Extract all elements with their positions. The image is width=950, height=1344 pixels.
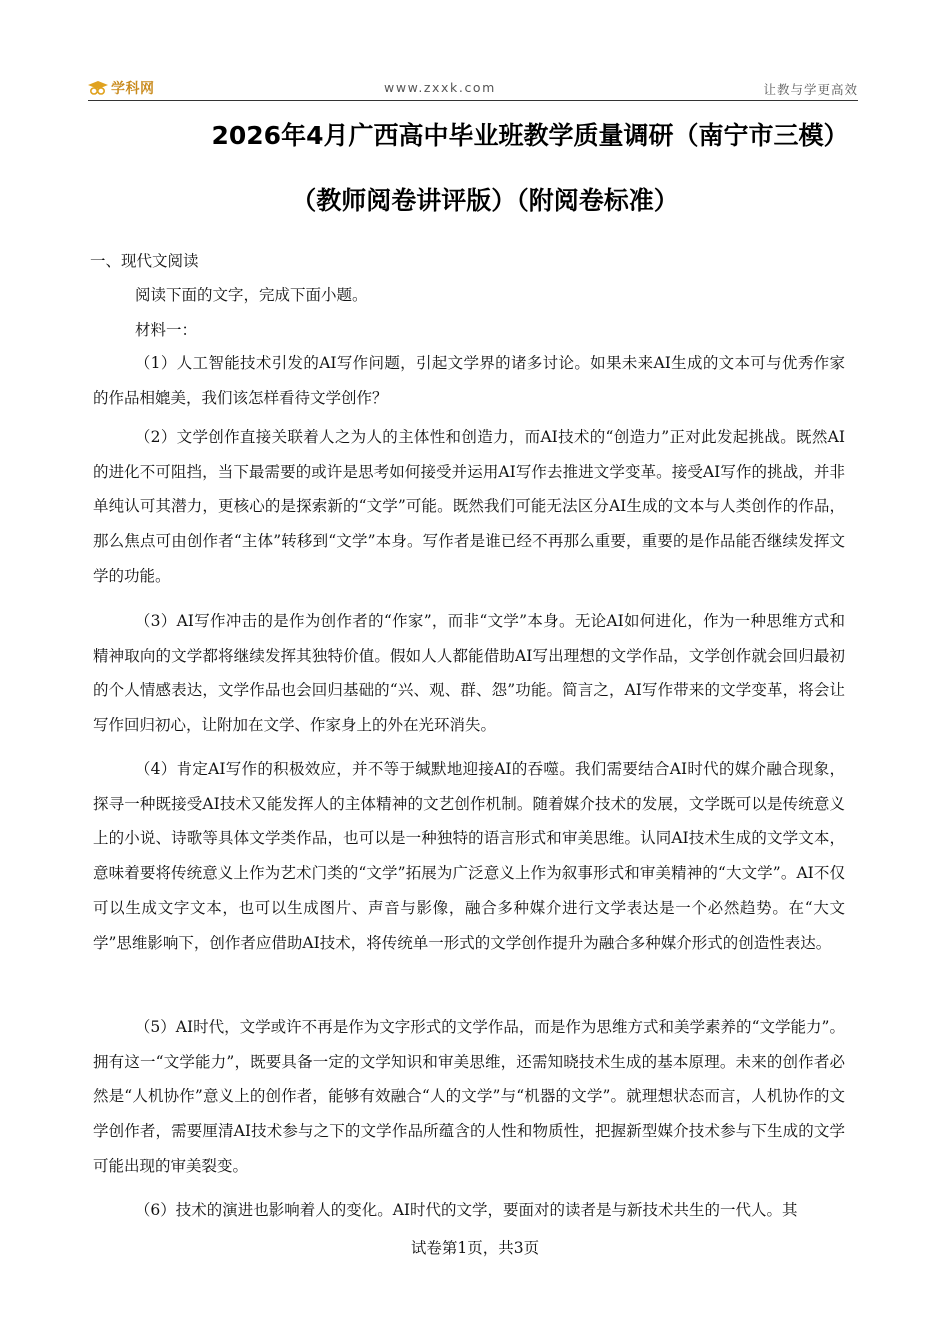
logo-text: 学科网 [111, 81, 155, 97]
paragraph-6: （6）技术的演进也影响着人的变化。AI时代的文学，要面对的读者是与新技术共生的一代人。其 [134, 1201, 798, 1219]
document-title: 2026年4月广西高中毕业班教学质量调研（南宁市三模） [211, 121, 849, 150]
paragraph-1: （1）人工智能技术引发的AI写作问题，引起文学界的诸多讨论。如果未来AI生成的文本可与优秀作家的作品相媲美，我们该怎样看待文学创作？ [93, 354, 845, 407]
site-url: www.zxxk.com [384, 80, 496, 95]
page-header [88, 76, 858, 101]
document-subtitle: （教师阅卷讲评版）（附阅卷标准） [291, 186, 679, 215]
material-label: 材料一： [135, 321, 198, 339]
paragraph-5: （5）AI时代，文学或许不再是作为文字形式的文学作品，而是作为思维方式和美学素养的“文学能力”。拥有这一“文学能力”，既要具备一定的文学知识和审美思维，还需知晓技术生成的基本原理。未来的创作者必然是“人机协作”意义上的创作者，能够有效融合“人的文学”与“机器的文学”。就理想状态而言，人机协作的文学创作者，需要厘清AI技术参与之下的文学作品所蕴含的人性和物质性，把握新型媒介技术参与下生成的文学可能出现的审美裂变。 [93, 1018, 845, 1175]
header-slogan: 让教与学更高效 [763, 82, 858, 97]
instruction-text: 阅读下面的文字，完成下面小题。 [135, 286, 368, 304]
section-heading: 一、现代文阅读 [90, 252, 199, 270]
paragraph-3: （3）AI写作冲击的是作为创作者的“作家”，而非“文学”本身。无论AI如何进化，作为一种思维方式和精神取向的文学都将继续发挥其独特价值。假如人人都能借助AI写出理想的文学作品，文学创作就会回归最初的个人情感表达，文学作品也会回归基础的“兴、观、群、怨”功能。简言之，AI写作带来的文学变革，将会让写作回归初心，让附加在文学、作家身上的外在光环消失。 [93, 612, 845, 735]
graduation-cap-icon [88, 81, 108, 95]
paragraph-4: （4）肯定AI写作的积极效应，并不等于缄默地迎接AI的吞噬。我们需要结合AI时代的媒介融合现象，探寻一种既接受AI技术又能发挥人的主体精神的文艺创作机制。随着媒介技术的发展，文学既可以是传统意义上的小说、诗歌等具体文学类作品，也可以是一种独特的语言形式和审美思维。认同AI技术生成的文学文本，意味着要将传统意义上作为艺术门类的“文学”拓展为广泛意义上作为叙事形式和审美精神的“大文学”。AI不仅可以生成文字文本，也可以生成图片、声音与影像，融合多种媒介进行文学表达是一个必然趋势。在“大文学”思维影响下，创作者应借助AI技术，将传统单一形式的文学创作提升为融合多种媒介形式的创造性表达。 [93, 760, 845, 952]
xkw-logo [88, 78, 155, 98]
page-footer: 试卷第1页，共3页 [410, 1239, 540, 1257]
paragraph-2: （2）文学创作直接关联着人之为人的主体性和创造力，而AI技术的“创造力”正对此发起挑战。既然AI的进化不可阻挡，当下最需要的或许是思考如何接受并运用AI写作去推进文学变革。接受AI写作的挑战，并非单纯认可其潜力，更核心的是探索新的“文学”可能。既然我们可能无法区分AI生成的文本与人类创作的作品，那么焦点可由创作者“主体”转移到“文学”本身。写作者是谁已经不再那么重要，重要的是作品能否继续发挥文学的功能。 [93, 428, 845, 585]
